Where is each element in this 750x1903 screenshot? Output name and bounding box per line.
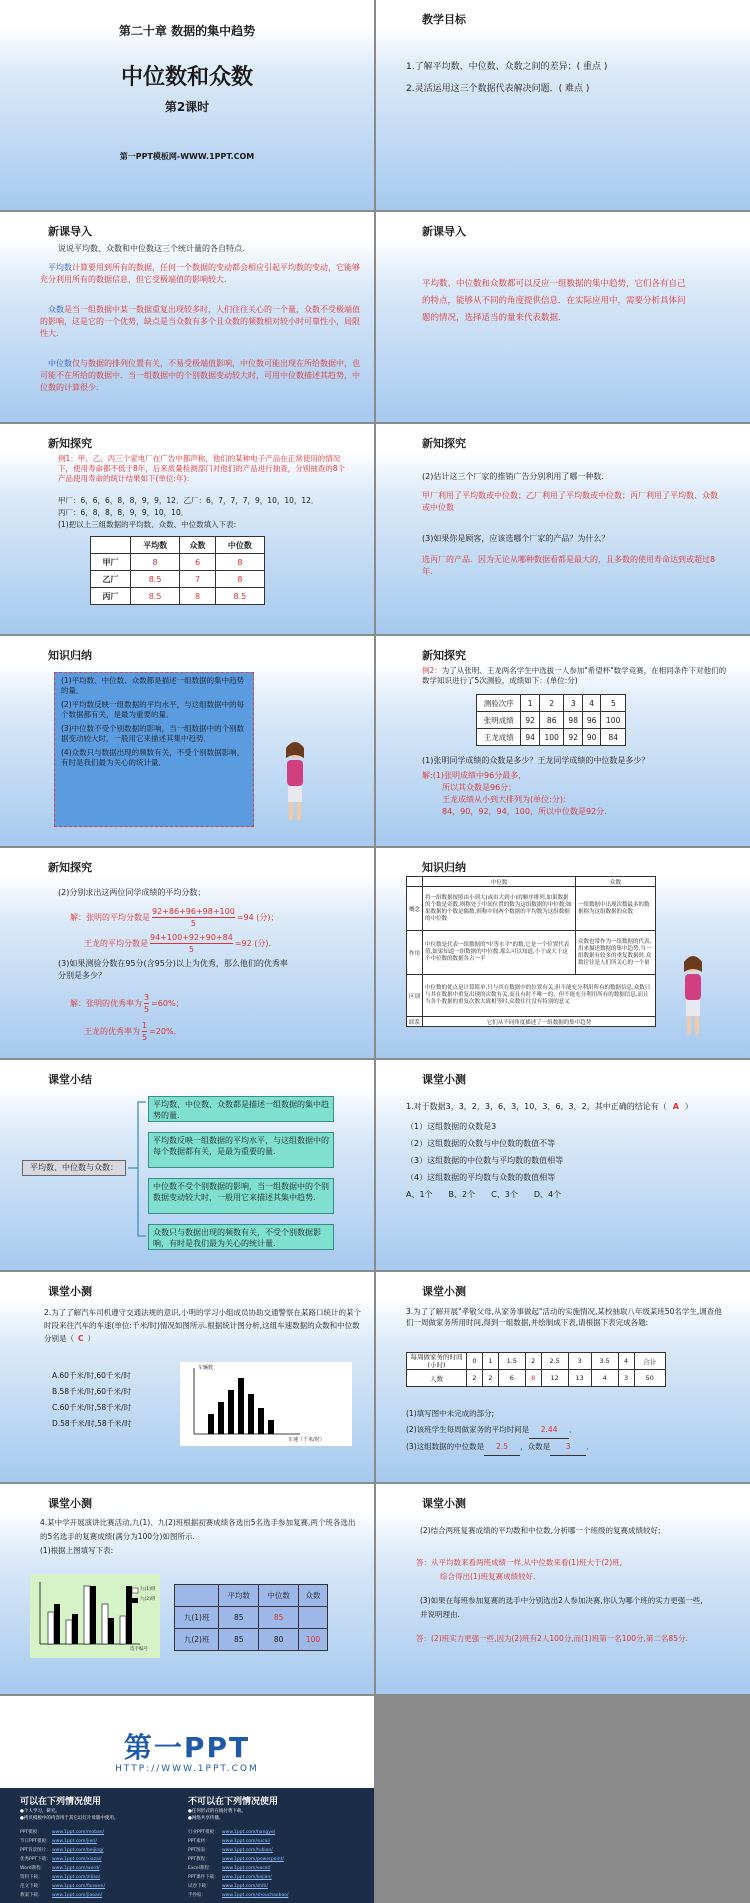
chore-table: 每周做家务的时间(小时) 0 1 1.5 2 2.5 3 3.5 4 合计 人数 2 2 6 8 12 13 4 3 50 [406,1352,666,1387]
question: 3.为了了解开展"孝敬父母,从家务事做起"活动的实施情况,某校抽取八年级某班50名学生,调查他们一周做家务所用时间,得到一组数据,并绘制成下表,请根据下表完成各题: [406,1307,722,1327]
goal-1: 1.了解平均数、中位数、众数之间的差异；( 重点 ) [406,62,608,72]
point-3: (3)中位数不受个别数据的影响，当一组数据中的个别数据变动较大时，一般用它来描述其集中趋势． [61,724,245,743]
link-list [0,1828,374,1900]
link[interactable]: www.1ppt.com/fanwen/ [52,1884,105,1889]
q2: (2)分别求出这两位同学成绩的平均分数； [58,888,206,897]
can-use: 可以在下列情况使用 [20,1797,102,1807]
link-label: 节日PPT模板： [20,1839,51,1844]
goal-2: 2.灵活运用这三个数据代表解决问题．( 难点 ) [406,84,590,94]
link[interactable]: www.1ppt.com/ziliao/ [52,1875,101,1880]
slide-quiz-4 [0,1484,374,1694]
link-label: PPT模板： [20,1830,42,1835]
period: 第2课时 [164,100,210,114]
bar-5 [248,1394,254,1434]
link[interactable]: www.1ppt.com/tubiao/ [222,1848,273,1853]
link[interactable]: www.1ppt.com/xiazai/ [52,1857,102,1862]
link-label: PPT图表： [188,1848,210,1853]
slide-title [0,0,374,210]
link[interactable]: www.1ppt.com/beijing/ [52,1848,104,1853]
can-use-2: ●拷贝模板中的内容用于其它幻灯片母版中使用。 [20,1816,119,1821]
link[interactable]: www.1ppt.com/shiti/ [222,1884,268,1889]
slide-summary-2 [376,848,750,1058]
link-label: PPT教程： [188,1857,210,1862]
score-chart [30,1574,160,1658]
speed-chart [180,1362,352,1446]
question: (1)张明同学成绩的众数是多少？王龙同学成绩的中位数是多少？ [422,756,650,765]
link-label: 资料下载： [20,1875,43,1880]
heading: 新知探究 [422,437,466,450]
link-label: Word教程： [20,1866,46,1871]
a3: 选丙厂的产品．因为无论从哪种数据看都是最大的，且多数的使用寿命达到或超过8年． [422,555,716,576]
y-label: 车辆数 [198,1365,214,1371]
example: 例2：为了从张明、王龙两名学生中选拔一人参加"希望杯"数学竞赛，在相同条件下对他们的数学知识进行了5次测验，成绩如下：(单位:分) [422,666,727,685]
bar-2 [218,1402,224,1434]
wang-avg: 王龙的平均分数是 $\frac{94+100+92+90+84}{5}$ =92 (分)． [84,933,277,954]
heading: 新课导入 [422,225,466,238]
slide-intro-1 [0,212,374,422]
a2: 答：从平均数来看两班成绩一样,从中位数来看(1)班大于(2)班, 综合得出(1)班复赛成绩较好. [416,1558,623,1581]
link-row [0,1873,374,1882]
speed-chart-svg [180,1362,352,1446]
link-label: PPT背景图片： [20,1848,51,1853]
question: (1)把以上三组数据的平均数、众数、中位数填入下表: [58,520,237,529]
bar-6 [258,1408,264,1434]
footer-panel [0,1788,374,1903]
legend-2: 九(2)班 [140,1597,156,1602]
compare-table: 中位数 众数 概念 将一组数据按照由小到大(或由大到小)的顺序排列,如果数据的个数是奇数,则称处于中间位置的数为这组数据的中位数;如果数据的个数是偶数,则称中间两个数据的平均数为这组数据的中位数 一组数据中出现次数最多的数据称为这组数据的众数 作用 中位数是代表一组数据的"中等水平"的数,它是一个位置代表值,如果知道一组数据的中位数,那么可以知道,小于或大于这个中位数的数据各占一半 众数也常作为一组数据的代表,用来描述数据的集中趋势,当一组数据有较多的重复数据时,众数往往是人们所关心的一个量 区别 中位数的优点是计算简单,只与其在数据中的位置有关,但不能充分利用所有的数据信息,众数只与其在数据中重复出现的次数有关,而且有时不唯一的，但不能充分利用所有的数据信息,而且当各个数据的重复次数大致相等时,众数往往没有特别的意义 联系 它们从不同角度描述了一组数据的集中趋势 [406,876,656,1027]
q2: (2)结合两班复赛成绩的平均数和中位数,分析哪一个班级的复赛成绩较好; [420,1526,661,1535]
link[interactable]: www.1ppt.com/jiaoan/ [52,1893,103,1898]
subquestions: (1)填写图中未完成的部分; (2)该班学生每周做家务的平均时间是 2.44 ． (3)这组数据的中位数是 2.5 ，众数是 3 ． [406,1406,594,1456]
result-table: 平均数 众数 中位数 甲厂 8 6 8 乙厂 8.5 7 8 丙厂 8.5 8 8.5 [90,536,265,605]
center-label: 平均数、中位数与众数： [22,1160,126,1176]
heading: 新知探究 [48,861,92,874]
link[interactable]: www.1ppt.com/jieri/ [52,1839,97,1844]
link[interactable]: www.1ppt.com/kejian/ [222,1875,272,1880]
slide-example-1b [376,424,750,634]
link-row [0,1846,374,1855]
link-label: 行业PPT模板： [188,1830,219,1835]
link-row [0,1891,374,1900]
review-3: 中位数不受个别数据的影响，当一组数据中的个别数据变动较大时，一般用它来描述其集中趋势. [148,1178,334,1214]
heading: 知识归纳 [422,861,466,874]
heading: 知识归纳 [48,649,92,662]
slide-credits [0,1696,374,1903]
choices: A.60千米/时,60千米/时 B.58千米/时,60千米/时 C.60千米/时,58千米/时 D.58千米/时,58千米/时 [52,1371,132,1428]
site-label: 第一PPT模板网-WWW.1PPT.COM [119,152,255,161]
answer: 解:(1)张明成绩中96分最多， 所以其众数是96分； 王龙成绩从小到大排列为(单位:分)： 84，90，92，94，100，所以中位数是92分． [422,771,613,816]
a3: 答：(2)班实力更强一些,因为(2)班有2人100分,而(1)班第一名100分,第二名85分. [416,1634,688,1643]
para-mean: 平均数计算要用到所有的数据，任何一个数据的变动都会相应引起平均数的变动，它能够充分利用所有的数据信息，但它受极端值的影响较大． [40,263,360,284]
review-4: 众数只与数据出现的频数有关，不受个别数据影响，有时是我们最为关心的统计量. [148,1224,334,1250]
link-label: 优秀PPT下载： [20,1857,51,1862]
slide-goals [376,0,750,210]
slide-example-2b [0,848,374,1058]
link-label: 教案下载： [20,1893,43,1898]
link[interactable]: www.1ppt.com/excel/ [222,1866,271,1871]
slide-example-1 [0,424,374,634]
heading: 教学目标 [422,13,466,26]
para-mode: 众数是当一组数据中某一数据重复出现较多时，人们往往关心的一个量，众数不受极端值的影响，这是它的一个优势，缺点是当众数有多个且众数的频数相对较小时可靠性小，局限性大． [40,305,360,338]
legend-1: 九(1)班 [140,1587,156,1592]
heading: 新课导入 [48,225,92,238]
para-median: 中位数仅与数据的排列位置有关，不易受极端值影响，中位数可能出现在所给数据中，也可能不在所给的数据中．当一组数据中的个别数据变动较大时，可用中位数描述其趋势，中位数的计算很少． [40,359,360,392]
can-use-1: ●个人学习、研究。 [20,1809,60,1814]
question: 1.对于数据3，3，2，3，6，3，10，3，6，3，2，其中正确的结论有（ A ） [406,1102,693,1111]
link[interactable]: www.1ppt.com/hangye/ [222,1830,276,1835]
body: 平均数、中位数和众数都可以反应一组数据的集中趋势，它们各有自己的特点，能够从不同的角度提供信息．在实际应用中，需要分析具体问题的情况，选择适当的量来代表数据． [422,279,686,323]
link-label: 试卷下载： [188,1884,211,1889]
link[interactable]: www.1ppt.com/sucai/ [222,1839,271,1844]
chapter: 第二十章 数据的集中趋势 [118,24,256,38]
logo-url: HTTP://WWW.1PPT.COM [115,1764,259,1774]
review-2: 平均数反映一组数据的平均水平，与这组数据中的每个数据都有关，是最为重要的量. [148,1132,334,1168]
link-row [0,1864,374,1873]
summary-box [54,672,254,827]
link-row [0,1837,374,1846]
bar-3 [228,1390,234,1434]
link[interactable]: www.1ppt.com/powerpoint/ [222,1857,284,1862]
point-2: (2)平均数反映一组数据的平均水平，与这组数据中的每个数据都有关，是最为重要的量． [61,700,245,719]
logo: 第一PPT [123,1731,251,1764]
bar-1 [208,1414,214,1434]
review-1: 平均数、中位数、众数都是描述一组数据的集中趋势的量. [148,1096,334,1122]
teacher-figure [278,738,312,824]
q3: (3)如果测验分数在95分(含95分)以上为优秀，那么他们的优秀率分别是多少？ [58,959,288,980]
link-row [0,1828,374,1837]
link-row [0,1855,374,1864]
a2: 甲厂利用了平均数或中位数；乙厂利用了平均数或中位数；丙厂利用了平均数、众数或中位数 [422,491,718,512]
heading: 课堂小测 [422,1285,466,1298]
q3: (3)如果在每班参加复赛的选手中分别选出2人参加决赛,你认为哪个班的实力更强一些,并说明理由. [420,1596,703,1619]
heading: 课堂小测 [422,1073,466,1086]
zhang-rate: 解：张明的优秀率为 $\frac{3}{5}$ =60%； [70,993,184,1014]
wang-rate: 王龙的优秀率为 $\frac{1}{5}$ =20%． [84,1021,182,1042]
heading: 新知探究 [422,649,466,662]
x-label: 车速（千米/时） [288,1437,325,1443]
q2: (2)估计这三个厂家的推销广告分别利用了哪一种数. [422,472,604,481]
heading: 新知探究 [48,437,92,450]
slide-quiz-3 [376,1272,750,1482]
heading: 课堂小测 [48,1285,92,1298]
link-label: Excel教程： [188,1866,214,1871]
question: 2.为了了解汽车司机遵守交通法规的意识,小明的学习小组成员协助交通警察在某路口统计的某个时段来往汽车的车速(单位:千米/时)情况如图所示.根据统计图分析,这组车速数据的众数和中位数分别是（ C ） [44,1308,362,1343]
class-table: 平均数 中位数 众数 九(1)班 85 85 九(2)班 85 80 100 [174,1584,328,1651]
link[interactable]: www.1ppt.com/moban/ [52,1830,105,1835]
slide-quiz-1 [376,1060,750,1270]
link-label: PPT素材： [188,1839,210,1844]
teacher-figure [676,952,710,1038]
bracket [126,1100,150,1240]
cannot-use-1: ●任何形式的在线付费下载。 [188,1809,246,1814]
options: （1）这组数据的众数是3 （2）这组数据的众数与中位数的数值不等 （3）这组数据的中位数与平均数的数值相等 （4）这组数据的平均数与众数的数值相等 A、1个 B、2个 C、3个 D、4个 [406,1122,564,1199]
link[interactable]: www.1ppt.com/word/ [52,1866,100,1871]
slide-review [0,1060,374,1270]
intro: 说说平均数、众数和中位数这三个统计量的各自特点． [58,244,250,253]
bar-4 [238,1378,244,1434]
slide-intro-2 [376,212,750,422]
page-title: 中位数和众数 [120,65,253,90]
zhang-avg: 解：张明的平均分数是 $\frac{92+86+96+98+100}{5}$ =94 (分)； [70,907,279,928]
example: 例1：甲、乙、丙三个家电厂在广告中都声称，他们的某种电子产品在正常使用的情况下，使用寿命都不低于8年，后来质量检测部门对他们的产品进行抽查，分别抽查的8个产品使用寿命的统计结果如下(单位:年)： [58,454,346,483]
link[interactable]: www.1ppt.com/shouchaobao/ [222,1893,289,1898]
data-a: 甲厂：6，6，6，8，8，9，9，12．乙厂：6，7，7，7，9，10，10，12． [58,496,319,505]
point-4: (4)众数只与数据出现的频数有关，不受个别数据影响，有时是我们最为关心的统计量． [61,748,245,767]
slide-example-2 [376,636,750,846]
x-label: 选手编号 [130,1647,148,1652]
slide-quiz-2 [0,1272,374,1482]
point-1: (1)平均数、中位数、众数都是描述一组数据的集中趋势的量． [61,676,245,695]
heading: 课堂小测 [48,1497,92,1510]
slide-quiz-4b [376,1484,750,1694]
q3: (3)如果你是顾客，应该选哪个厂家的产品？为什么？ [422,534,610,543]
q1: (1)根据上图填写下表: [40,1546,114,1555]
bar-7 [268,1420,274,1434]
score-table: 测验次序 1 2 3 4 5 张明成绩 92 86 98 96 100 王龙成绩 94 100 92 90 84 [476,694,626,746]
heading: 课堂小测 [422,1497,466,1510]
question: 4.某中学开展演讲比赛活动,九(1)、九(2)班根据初赛成绩各选出5名选手参加复赛,两个班各选出的5名选手的复赛成绩(满分为100分)如图所示. [40,1518,356,1541]
link-label: 范文下载： [20,1884,43,1889]
link-label: 手抄报： [188,1893,206,1898]
cannot-use-2: ●网络共享传播。 [188,1816,224,1821]
heading: 课堂小结 [48,1073,92,1086]
data-b: 丙厂：6，8，8，8，9，9，10，10． [58,508,189,517]
slide-summary-1 [0,636,374,846]
link-row [0,1882,374,1891]
link-label: PPT课件下载： [188,1875,219,1880]
cannot-use: 不可以在下列情况使用 [188,1797,279,1807]
